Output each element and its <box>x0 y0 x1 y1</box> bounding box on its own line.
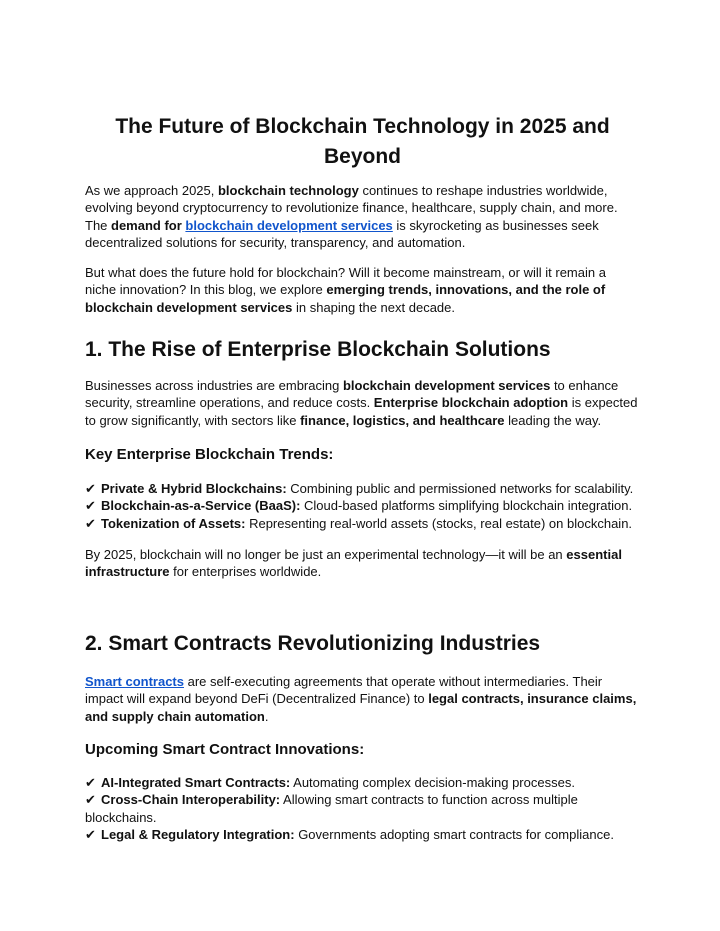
section1-closing: By 2025, blockchain will no longer be just an experimental technology—it will be an essential infrastructure for enterprises worldwide. <box>85 547 622 580</box>
list-item: ✔ Cross-Chain Interoperability: Allowing smart contracts to function across multiple blockchains. <box>85 792 578 825</box>
list-item: ✔ Tokenization of Assets: Representing real-world assets (stocks, real estate) on blockchain. <box>85 515 633 531</box>
smart-contracts-link[interactable]: Smart contracts <box>85 674 184 689</box>
section1-heading: 1. The Rise of Enterprise Blockchain Solutions <box>85 338 551 361</box>
section2-heading: 2. Smart Contracts Revolutionizing Industries <box>85 632 541 655</box>
blockchain-services-link[interactable]: blockchain development services <box>185 217 393 233</box>
section1-paragraph: Businesses across industries are embracing blockchain development services to enhance security, streamline operations, and reduce costs. Enterprise blockchain adoption is expected to grow significantly, with sectors like finance, logistics, and healthcare leading the way. <box>85 378 638 428</box>
section2-bullet-list <box>85 774 640 843</box>
checkmark-icon: ✔ <box>85 775 96 790</box>
checkmark-icon: ✔ <box>85 515 96 531</box>
intro-paragraph: As we approach 2025, blockchain technology continues to reshape industries worldwide, evolving beyond cryptocurrency to revolutionize finance, healthcare, supply chain, and more. The demand for blockchain development services is skyrocketing as businesses seek decentralized solutions for security, transparency, and automation. <box>85 183 618 250</box>
section1-bullet-list <box>85 480 640 532</box>
list-item: ✔ Blockchain-as-a-Service (BaaS): Cloud-based platforms simplifying blockchain integration. <box>85 498 633 514</box>
section1-subheading: Key Enterprise Blockchain Trends: <box>85 446 334 463</box>
list-item: ✔ Legal & Regulatory Integration: Governments adopting smart contracts for compliance. <box>85 826 614 842</box>
page-title: The Future of Blockchain Technology in 2025 and Beyond <box>115 115 610 168</box>
checkmark-icon: ✔ <box>85 826 96 842</box>
checkmark-icon: ✔ <box>85 498 96 514</box>
list-item: ✔ AI-Integrated Smart Contracts: Automating complex decision-making processes. <box>85 775 575 790</box>
list-item: ✔ Private & Hybrid Blockchains: Combining public and permissioned networks for scalability. <box>85 481 634 496</box>
section2-paragraph: Smart contracts are self-executing agreements that operate without intermediaries. Their impact will expand beyond DeFi (Decentralized Finance) to legal contracts, insurance claims, and supply chain automation. <box>85 674 637 724</box>
section2-subheading: Upcoming Smart Contract Innovations: <box>85 741 365 758</box>
intro-paragraph-2: But what does the future hold for blockchain? Will it become mainstream, or will it remain a niche innovation? In this blog, we explore emerging trends, innovations, and the role of blockchain development services in shaping the next decade. <box>85 265 606 315</box>
checkmark-icon: ✔ <box>85 481 96 496</box>
checkmark-icon: ✔ <box>85 792 96 808</box>
